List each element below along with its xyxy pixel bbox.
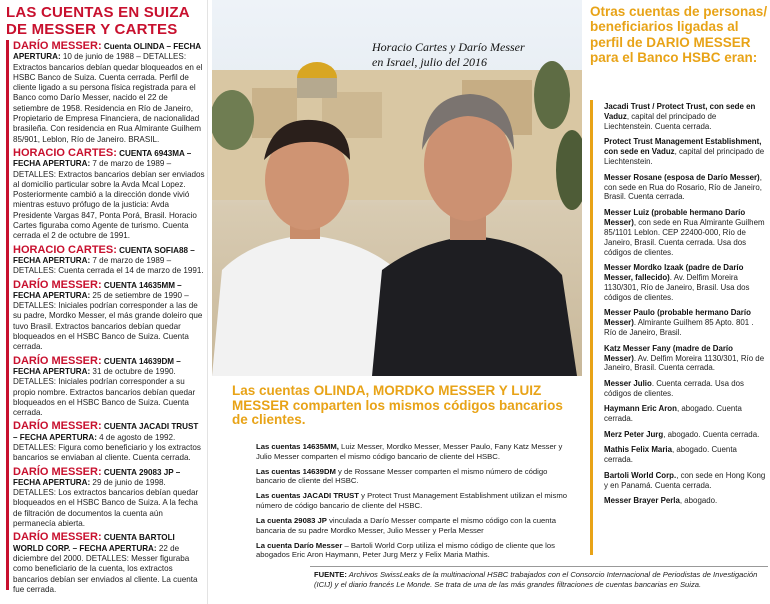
- right-column: [583, 0, 770, 565]
- related-account-entry: Messer Luiz (probable hermano Darío Messer), con sede en Rua Almirante Guilhem 85/1101 Leblon. CEP 22400-000, Río de Janeiro, Brasil. Cuenta cerrada. Usa dos códigos de clientes.: [604, 207, 765, 257]
- related-account-entry: Katz Messer Fany (madre de Darío Messer). Av. Delfim Moreira 1130/301, Río de Janeiro, Brasil. Cuenta cerrada.: [604, 343, 765, 373]
- account-entry: HORACIO CARTES: CUENTA 6943MA – FECHA APERTURA: 7 de marzo de 1989 – DETALLES: Extractos bancarios debían ser enviados al domicilio particular sobre la Avda Mcal Lopez. Posteriormente cambió a la dirección donde vivió mientras estuvo prófugo de la justicia: Avda Presidente Vargas 847, Ponta Porá, Brasil. Horacio Cartes figuraba como Agente de turismo. Cuenta cerrada el 2 de octubre de 1991.: [13, 146, 205, 241]
- tree: [534, 61, 570, 129]
- shared-code-paragraph: Las cuentas 14639DM y de Rossane Messer comparten el mismo número de código bancario de cliente del HSBC.: [256, 466, 548, 486]
- account-entry: DARÍO MESSER: CUENTA 14639DM – FECHA APERTURA: 31 de octubre de 1990. DETALLES: Iniciales podrían corresponder a su propio nombre. Extractos bancarios debían quedar bloqueados en el HSBC Banco de Suiza. Cuenta cerrada.: [13, 354, 196, 418]
- account-entry: DARÍO MESSER: CUENTA JACADI TRUST – FECHA APERTURA: 4 de agosto de 1992. DETALLES: Figura como beneficiario y los extractos bancarios se enviaban al cliente. Cuenta cerrada.: [13, 420, 201, 463]
- related-account-entry: Messer Mordko Izaak (padre de Darío Messer, fallecido). Av. Delfim Moreira 1130/301, Río de Janeiro, Brasil. Usa dos códigos de clientes.: [604, 263, 750, 302]
- related-account-entry: Jacadi Trust / Protect Trust, con sede en Vaduz, capital del principado de Liechtenstein. Cuenta cerrada.: [604, 102, 756, 131]
- photo-cartes-messer: [212, 0, 582, 376]
- account-entry: DARÍO MESSER: CUENTA 14635MM – FECHA APERTURA: 25 de setiembre de 1990 – DETALLES: Iniciales podrían corresponder a las de su padre, Mordko Messer, el más grande doleiro que tuvo Brasil. Extractos bancarios debían quedar bloqueados en el HSBC Banco de Suiza. Cuenta cerrada.: [13, 278, 203, 352]
- related-account-entry: Bartoli World Corp., con sede en Hong Kong y en Panamá. Cuenta cerrada.: [604, 470, 766, 490]
- related-account-entry: Merz Peter Jurg, abogado. Cuenta cerrada.: [604, 429, 760, 439]
- photo-caption: Horacio Cartes y Darío Messer en Israel, julio del 2016: [372, 40, 525, 69]
- dark-shirt: [372, 236, 577, 376]
- account-entry: HORACIO CARTES: CUENTA SOFIA88 – FECHA APERTURA: 7 de marzo de 1989 – DETALLES: Cuenta cerrada el 14 de marzo de 1991.: [13, 243, 204, 276]
- left-accent-bar: [6, 40, 9, 590]
- left-entries-list: [13, 41, 205, 598]
- source-footer: [310, 566, 768, 602]
- center-headline: Las cuentas OLINDA, MORDKO MESSER Y LUIZ MESSER comparten los mismos códigos bancarios de clientes.: [232, 383, 563, 427]
- related-account-entry: Mathis Felix Maria, abogado. Cuenta cerrada.: [604, 445, 737, 465]
- shared-code-paragraph: La cuenta 29083 JP vinculada a Darío Messer comparte el mismo código con la cuenta bancaria de su padre Mordko Messer, Julio Messer y Perla Messer: [256, 516, 556, 535]
- right-column-title: Otras cuentas de personas/ beneficiarios ligadas al perfil de DARIO MESSER para el Banco HSBC eran:: [590, 4, 768, 65]
- account-entry: DARÍO MESSER: CUENTA 29083 JP – FECHA APERTURA: 29 de junio de 1998. DETALLES: Los extractos bancarios debían quedar bloqueados en el HSBC Banco de Suiza. A la fecha de filtración de documentos la cuenta aún permanecía abierta.: [13, 465, 199, 529]
- right-accent-bar: [590, 100, 593, 555]
- related-account-entry: Messer Julio. Cuenta cerrada. Usa dos códigos de clientes.: [604, 378, 744, 398]
- tree: [212, 90, 254, 150]
- source-text: Archivos SwissLeaks de la multinacional HSBC trabajados con el Consorcio Internacional de Periodistas de Investigación (ICIJ) y el diario francés Le Monde. Se trata de una de las más grandes filtraciones de cuentas bancarias en Suiza.: [314, 570, 758, 589]
- account-entry: DARÍO MESSER: CUENTA BARTOLI WORLD CORP. – FECHA APERTURA: 22 de diciembre del 2000. DETALLES: Messer figuraba como beneficiario de la cuenta, los extractos bancarios debían ser enviados al cliente. La cuenta fue cerrada.: [13, 531, 198, 594]
- shared-code-paragraph: La cuenta Darío Messer – Bartoli World Corp utiliza el mismo código de cliente que los abogados Eric Aron Haymann, Peter Jurg Merz y Felix Maria Mathis.: [256, 540, 555, 560]
- shared-code-paragraph: Las cuentas 14635MM, Luiz Messer, Mordko Messer, Messer Paulo, Fany Katz Messer y Julio Messer comparten el mismo código bancario de cliente del HSBC.: [256, 442, 563, 461]
- shared-code-paragraph: Las cuentas JACADI TRUST y Protect Trust Management Establishment utilizan el mismo número de código bancario de cliente del HSBC.: [256, 491, 568, 510]
- center-body: [256, 442, 576, 565]
- left-column-title: LAS CUENTAS EN SUIZA DE MESSER Y CARTES: [6, 4, 190, 38]
- dome-base: [297, 78, 337, 98]
- related-account-entry: Messer Paulo (probable hermano Darío Messer). Almirante Guilhem 85 Apto. 801 . Río de Janeiro, Brasil.: [604, 308, 754, 338]
- source-label: FUENTE:: [314, 570, 347, 579]
- related-account-entry: Messer Brayer Perla, abogado.: [604, 496, 718, 506]
- right-entries-list: [604, 102, 766, 512]
- related-account-entry: Haymann Eric Aron, abogado. Cuenta cerrada.: [604, 404, 742, 424]
- account-entry: DARÍO MESSER: Cuenta OLINDA – FECHA APERTURA: 10 de junio de 1988 – DETALLES: Extractos bancarios debían quedar bloqueados en el HSBC Banco de Suiza. Cuenta cerrada. Perfil de cliente ligado a su persona física registrada para el Banco como Darío Messer, nacido el 22 de setiembre de 1958. Residencia en Río de Janeiro, Propietario de Empresa Financiera, de nacionalidad brasileña. Con residencia en Rua Almirante Guilhem 85/901, Leblon, Río de Janeiro. BRASIL.: [13, 40, 203, 144]
- related-account-entry: Messer Rosane (esposa de Darío Messer), con sede en Rua do Rosario, Río de Janeiro, Brasil. Cuenta cerrada.: [604, 172, 762, 202]
- left-column: [0, 0, 208, 604]
- related-account-entry: Protect Trust Management Establishment, con sede en Vaduz, capital del principado de Liechtenstein.: [604, 137, 765, 167]
